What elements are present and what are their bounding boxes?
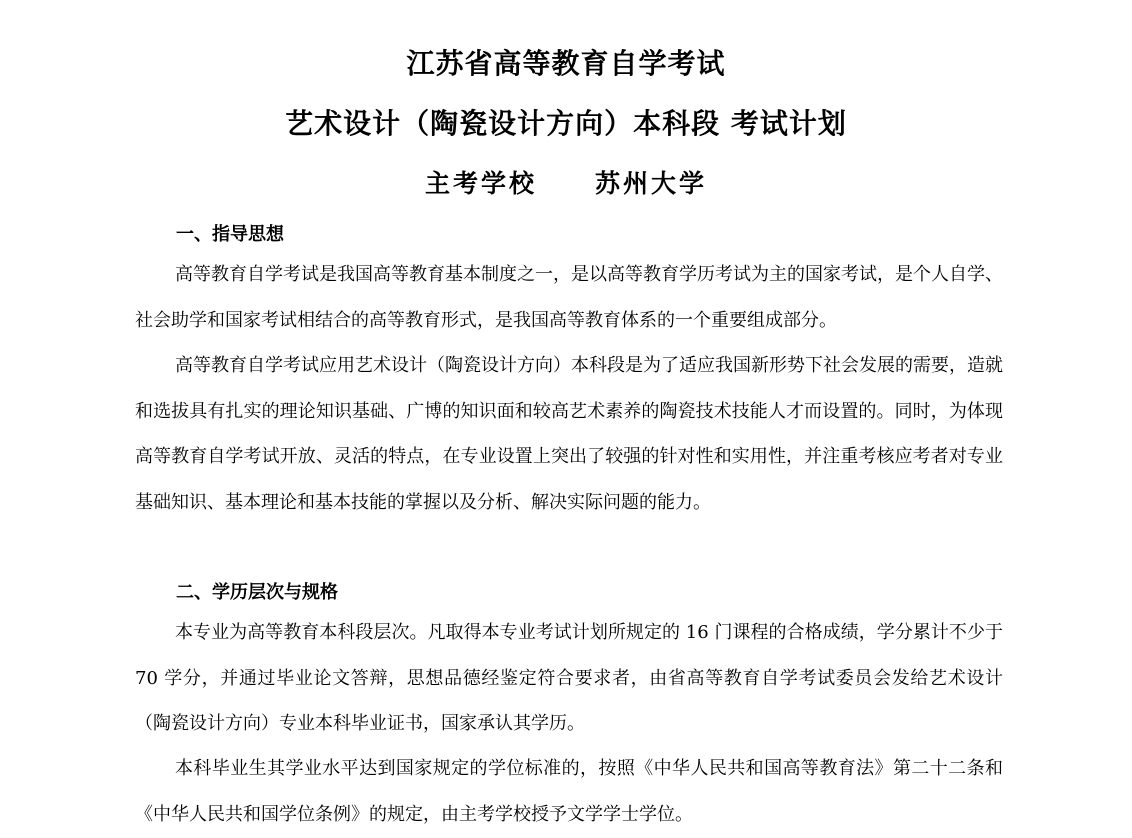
paragraph: 本专业为高等教育本科段层次。凡取得本专业考试计划所规定的 16 门课程的合格成绩，学分累计不少于 70 学分，并通过毕业论文答辩，思想品德经鉴定符合要求者，由省高等教育自学考试委员会发给艺术设计（陶瓷设计方向）专业本科毕业证书，国家承认其学历。	[135, 622, 1003, 734]
host-school-label: 主考学校	[424, 169, 537, 198]
section-heading-degree-level: 二、学历层次与规格	[176, 582, 338, 603]
paragraph: 本科毕业生其学业水平达到国家规定的学位标准的，按照《中华人民共和国高等教育法》第二十二条和《中华人民共和国学位条例》的规定，由主考学校授予文学学士学位。	[135, 758, 1003, 825]
host-school-name: 苏州大学	[595, 169, 708, 198]
document-subtitle: 艺术设计（陶瓷设计方向）本科段 考试计划	[285, 107, 847, 140]
host-school-line	[0, 164, 1132, 200]
paragraph: 高等教育自学考试应用艺术设计（陶瓷设计方向）本科段是为了适应我国新形势下社会发展的需要，造就和选拔具有扎实的理论知识基础、广博的知识面和较高艺术素养的陶瓷技术技能人才而设置的。同时，为体现高等教育自学考试开放、灵活的特点，在专业设置上突出了较强的针对性和实用性，并注重考核应考者对专业基础知识、基本理论和基本技能的掌握以及分析、解决实际问题的能力。	[135, 355, 1003, 513]
section-heading-guiding-ideology: 一、指导思想	[176, 224, 284, 245]
paragraph: 高等教育自学考试是我国高等教育基本制度之一，是以高等教育学历考试为主的国家考试，是个人自学、社会助学和国家考试相结合的高等教育形式，是我国高等教育体系的一个重要组成部分。	[135, 264, 1003, 331]
document-title: 江苏省高等教育自学考试	[406, 47, 726, 80]
